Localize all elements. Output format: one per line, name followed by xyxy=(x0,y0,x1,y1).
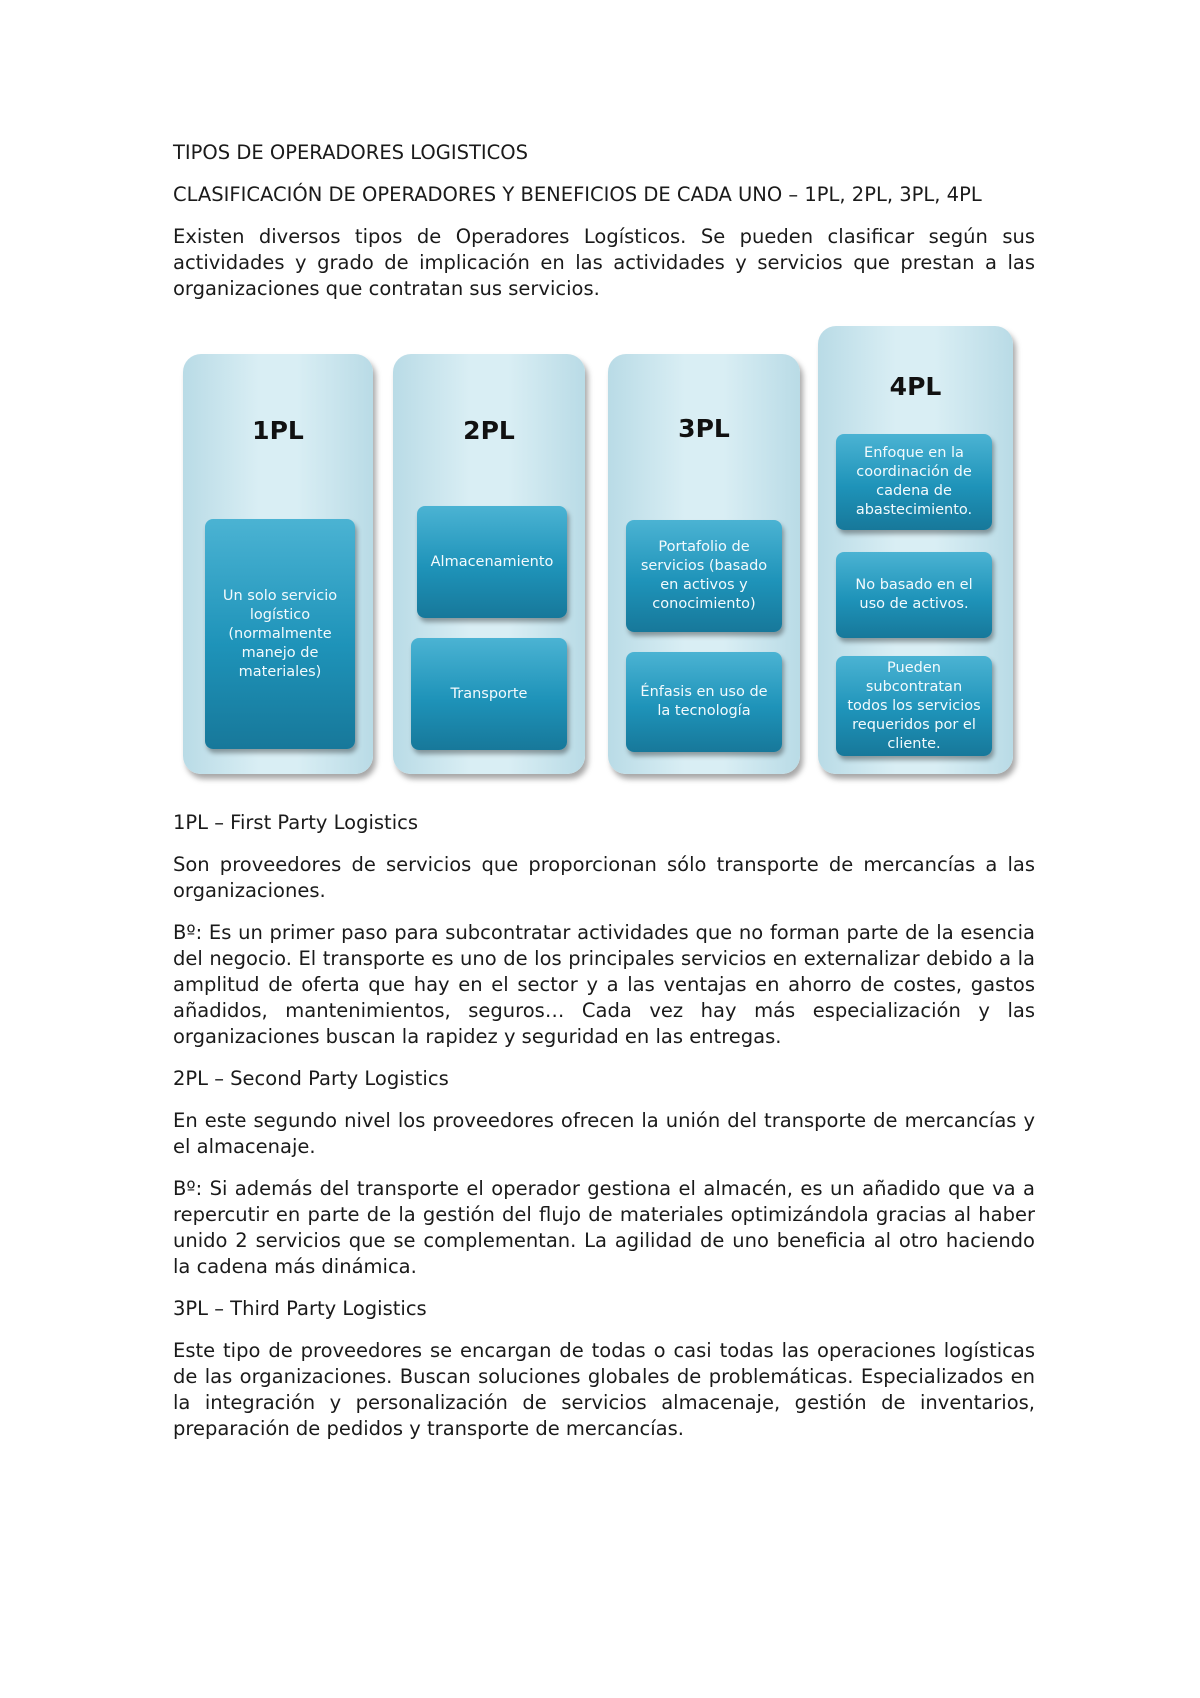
section-2pl-paragraph-1: En este segundo nivel los proveedores ofrecen la unión del transporte de mercancías y el almacenaje. xyxy=(173,1109,1035,1158)
box-2pl-transport: Transporte xyxy=(411,638,567,750)
section-heading-1pl: 1PL – First Party Logistics xyxy=(173,811,418,834)
section-3pl-paragraph-1: Este tipo de proveedores se encargan de todas o casi todas las operaciones logísticas de las organizaciones. Buscan soluciones globales de problemáticas. Especializados en la integración y personalización de servicios almacenaje, gestión de inventarios, preparación de pedidos y transporte de mercancías. xyxy=(173,1339,1035,1440)
diagram-column-4pl xyxy=(818,326,1013,774)
column-title-3pl: 3PL xyxy=(678,414,730,443)
pl-types-diagram xyxy=(173,326,1035,796)
box-3pl-technology: Énfasis en uso de la tecnología xyxy=(626,652,782,752)
intro-paragraph: Existen diversos tipos de Operadores Logísticos. Se pueden clasificar según sus actividades y grado de implicación en las actividades y servicios que prestan a las organizaciones que contratan sus servicios. xyxy=(173,225,1035,300)
box-2pl-storage: Almacenamiento xyxy=(417,506,567,618)
diagram-column-2pl xyxy=(393,354,585,774)
document-page xyxy=(173,140,1035,1458)
section-1pl-paragraph-2: Bº: Es un primer paso para subcontratar actividades que no forman parte de la esencia del negocio. El transporte es uno de los principales servicios en externalizar debido a la amplitud de oferta que hay en el sector y a las ventajas en ahorro de costes, gastos añadidos, mantenimientos, seguros… Cada vez hay más especialización y las organizaciones buscan la rapidez y seguridad en las entregas. xyxy=(173,921,1035,1048)
document-title: TIPOS DE OPERADORES LOGISTICOS xyxy=(173,141,528,164)
section-heading-2pl: 2PL – Second Party Logistics xyxy=(173,1067,449,1090)
diagram-column-3pl xyxy=(608,354,800,774)
column-title-1pl: 1PL xyxy=(252,416,304,445)
diagram-column-1pl xyxy=(183,354,373,774)
box-4pl-no-assets: No basado en el uso de activos. xyxy=(836,552,992,638)
box-4pl-coordination: Enfoque en la coordinación de cadena de abastecimiento. xyxy=(836,434,992,530)
section-1pl-paragraph-1: Son proveedores de servicios que proporcionan sólo transporte de mercancías a las organizaciones. xyxy=(173,853,1035,902)
box-4pl-subcontract: Pueden subcontratan todos los servicios requeridos por el cliente. xyxy=(836,656,992,756)
box-1pl-single-service: Un solo servicio logístico (normalmente manejo de materiales) xyxy=(205,519,355,749)
box-3pl-portfolio: Portafolio de servicios (basado en activos y conocimiento) xyxy=(626,520,782,632)
column-title-4pl: 4PL xyxy=(889,372,942,401)
section-heading-3pl: 3PL – Third Party Logistics xyxy=(173,1297,427,1320)
document-subtitle: CLASIFICACIÓN DE OPERADORES Y BENEFICIOS DE CADA UNO – 1PL, 2PL, 3PL, 4PL xyxy=(173,183,982,206)
column-title-2pl: 2PL xyxy=(463,416,515,445)
section-2pl-paragraph-2: Bº: Si además del transporte el operador gestiona el almacén, es un añadido que va a repercutir en parte de la gestión del flujo de materiales optimizándola gracias al haber unido 2 servicios que se complementan. La agilidad de uno beneficia al otro haciendo la cadena más dinámica. xyxy=(173,1177,1035,1278)
